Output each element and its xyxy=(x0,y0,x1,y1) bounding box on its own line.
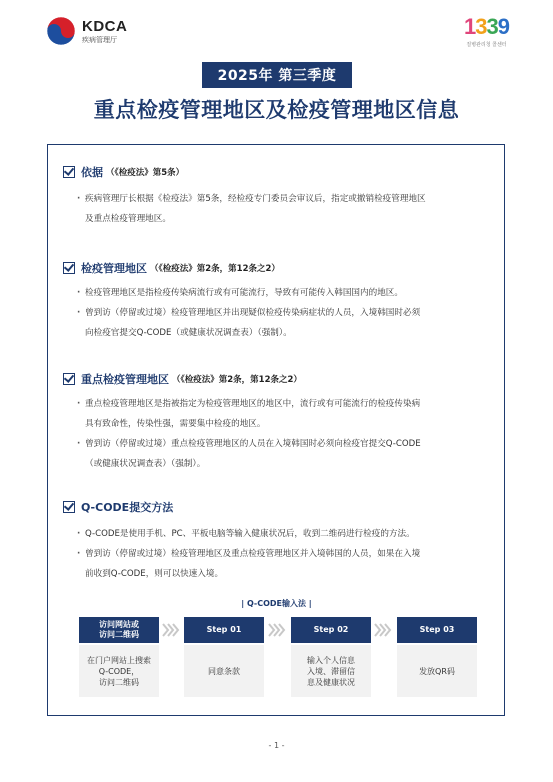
checkbox-icon xyxy=(63,373,75,385)
page-title: 重点检疫管理地区及检疫管理地区信息 xyxy=(93,98,460,122)
checkbox-icon xyxy=(63,166,75,178)
flow-step-03 xyxy=(397,617,477,697)
flow-step-head: 访问网站或 访问二维码 xyxy=(79,617,159,643)
hotline-digit: 3 xyxy=(475,14,487,39)
flow-label: | Q-CODE输入法 | xyxy=(241,599,312,608)
bullet-item: · 曾到访（停留或过境）检疫管理地区并出现疑似检疫传染病症状的人员，入境韩国时必须 向检疫官提交Q-CODE（或健康状况调查表）（强制）。 xyxy=(63,303,503,343)
flow-step-body: 输入个人信息 入境、滞留信 息及健康状况 xyxy=(291,645,371,697)
kdca-logo xyxy=(46,16,127,46)
flow-step-head: Step 02 xyxy=(291,617,371,643)
section-title: 依据 xyxy=(81,166,103,179)
flow-step-body: 同意条款 xyxy=(184,645,264,697)
flow-step-body: 发放QR码 xyxy=(397,645,477,697)
flow-step-01 xyxy=(184,617,264,697)
section-reference: （《检疫法》第2条，第12条之2） xyxy=(150,264,280,274)
bullet-item: · 疾病管理厅长根据《检疫法》第5条，经检疫专门委员会审议后，指定或撤销检疫管理地区 及重点检疫管理地区。 xyxy=(63,189,503,229)
flow-step-access xyxy=(79,617,159,697)
chevron-right-icon xyxy=(268,623,286,637)
hotline-digit: 3 xyxy=(486,14,498,39)
page-header xyxy=(0,0,553,60)
hotline-caption: 질병관리청 콜센터 xyxy=(466,42,507,48)
bullet-item: · 重点检疫管理地区是指被指定为检疫管理地区的地区中，流行或有可能流行的检疫传染病 具有致命性，传染性强，需要集中检疫的地区。 xyxy=(63,394,503,434)
section-title: 重点检疫管理地区 xyxy=(81,373,169,386)
section-title: 检疫管理地区 xyxy=(81,262,147,275)
quarter-badge: 2025年 第三季度 xyxy=(202,62,352,88)
section-quarantine-area xyxy=(63,260,503,343)
chevron-right-icon xyxy=(374,623,392,637)
taegeuk-emblem-icon xyxy=(46,16,76,46)
hotline-digit: 9 xyxy=(497,14,509,39)
bullet-item: · 检疫管理地区是指检疫传染病流行或有可能流行，导致有可能传入韩国国内的地区。 xyxy=(63,283,503,303)
chevron-right-icon xyxy=(162,623,180,637)
hotline-logo xyxy=(464,16,509,48)
checkbox-icon xyxy=(63,262,75,274)
hotline-digit: 1 xyxy=(464,14,476,39)
logo-org-name: 疾病管理厅 xyxy=(82,35,117,44)
logo-name: KDCA xyxy=(82,17,128,35)
bullet-item: · 曾到访（停留或过境）检疫管理地区及重点检疫管理地区并入境韩国的人员，如果在入境 前收到Q-CODE，则可以快速入境。 xyxy=(63,544,503,584)
section-reference: （《检疫法》第2条，第12条之2） xyxy=(172,375,302,385)
section-basis xyxy=(63,164,503,229)
section-qcode-method xyxy=(63,499,503,584)
checkbox-icon xyxy=(63,501,75,513)
flow-step-head: Step 03 xyxy=(397,617,477,643)
page-number: - 1 - xyxy=(268,741,285,750)
section-title: Q-CODE提交方法 xyxy=(81,501,174,514)
flow-step-body: 在门户网站上搜索 Q-CODE， 访问二维码 xyxy=(79,645,159,697)
section-key-quarantine-area xyxy=(63,371,503,474)
bullet-item: · 曾到访（停留或过境）重点检疫管理地区的人员在入境韩国时必须向检疫官提交Q-CODE （或健康状况调查表）（强制）。 xyxy=(63,434,503,474)
section-reference: （《检疫法》第5条） xyxy=(106,168,185,178)
flow-step-02 xyxy=(291,617,371,697)
bullet-item: · Q-CODE是使用手机、PC、平板电脑等输入健康状况后，收到二维码进行检疫的方法。 xyxy=(63,524,503,544)
flow-step-head: Step 01 xyxy=(184,617,264,643)
